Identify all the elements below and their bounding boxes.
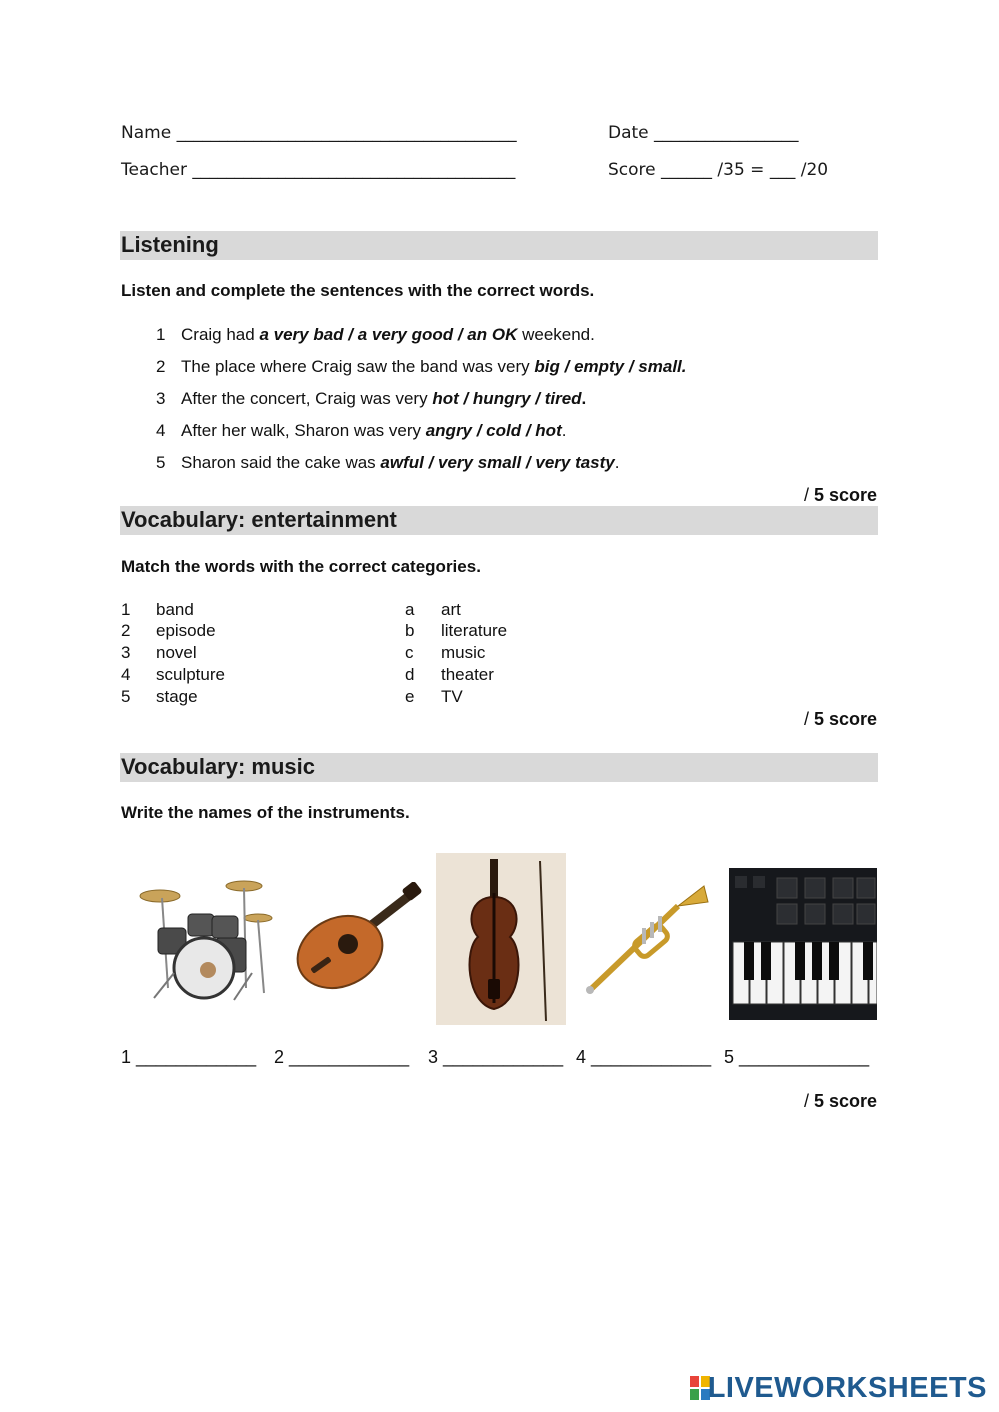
answer-number: 4 <box>576 1047 587 1067</box>
score-slash: / <box>803 485 814 505</box>
word[interactable]: novel <box>156 643 197 662</box>
word-number: 3 <box>121 643 131 662</box>
category-letter: d <box>405 665 415 684</box>
item-number: 3 <box>156 389 166 408</box>
entertainment-instruction: Match the words with the correct categories. <box>121 557 481 576</box>
answer-line[interactable]: _____________ <box>734 1047 870 1067</box>
trumpet-image <box>582 880 710 998</box>
teacher-line[interactable]: ______________________________________ <box>192 160 516 180</box>
item-text-end: weekend. <box>517 325 595 344</box>
answer-number: 1 <box>121 1047 132 1067</box>
item-options[interactable]: big / empty / small. <box>534 357 687 376</box>
entertainment-section-header <box>120 506 878 535</box>
instrument-answer-5[interactable] <box>724 1047 869 1068</box>
word-number: 2 <box>121 621 131 640</box>
answer-number: 3 <box>428 1047 439 1067</box>
category[interactable]: TV <box>441 687 463 706</box>
answer-number: 5 <box>724 1047 735 1067</box>
category[interactable]: theater <box>441 665 494 684</box>
listening-item-2 <box>156 357 687 377</box>
item-options[interactable]: angry / cold / hot <box>425 421 562 440</box>
listening-item-3 <box>156 389 586 409</box>
item-number: 1 <box>156 325 166 344</box>
item-number: 5 <box>156 453 166 472</box>
instrument-answer-4[interactable] <box>576 1047 711 1068</box>
item-text: Craig had <box>181 325 260 344</box>
guitar-image <box>292 882 424 998</box>
item-text: The place where Craig saw the band was very <box>181 357 535 376</box>
item-text-end: . <box>614 453 620 472</box>
category-letter: b <box>405 621 415 640</box>
listening-item-1 <box>156 325 595 345</box>
item-options[interactable]: a very bad / a very good / an OK <box>259 325 518 344</box>
listening-title: Listening <box>121 232 219 257</box>
category[interactable]: art <box>441 600 461 619</box>
answer-line[interactable]: ____________ <box>438 1047 564 1067</box>
answer-number: 2 <box>274 1047 285 1067</box>
listening-score <box>804 485 877 506</box>
date-label: Date <box>608 123 649 143</box>
item-number: 4 <box>156 421 166 440</box>
date-field[interactable] <box>608 123 799 143</box>
score-summary: Score ______ /35 = ___ /20 <box>608 160 829 180</box>
category[interactable]: music <box>441 643 486 662</box>
word-number: 1 <box>121 600 131 619</box>
item-text: After her walk, Sharon was very <box>181 421 426 440</box>
entertainment-title: Vocabulary: entertainment <box>121 507 397 532</box>
answer-line[interactable]: ____________ <box>284 1047 410 1067</box>
item-options[interactable]: hot / hungry / tired <box>432 389 582 408</box>
liveworksheets-logo: LIVEWORKSHEETS <box>707 1372 987 1404</box>
word-number: 5 <box>121 687 131 706</box>
name-line[interactable]: ________________________________________ <box>176 123 517 143</box>
item-text-end: . <box>581 389 587 408</box>
score-slash: / <box>803 709 814 729</box>
word[interactable]: stage <box>156 687 198 706</box>
item-text-end: . <box>561 421 567 440</box>
music-section-header <box>120 753 878 782</box>
item-options[interactable]: awful / very small / very tasty <box>380 453 615 472</box>
date-line[interactable]: _________________ <box>654 123 799 143</box>
listening-item-5 <box>156 453 620 473</box>
listening-item-4 <box>156 421 566 441</box>
item-number: 2 <box>156 357 166 376</box>
music-instruction: Write the names of the instruments. <box>121 803 410 822</box>
category-letter: e <box>405 687 415 706</box>
score-slash: / <box>803 1091 814 1111</box>
instrument-answer-1[interactable] <box>121 1047 256 1068</box>
item-text: Sharon said the cake was <box>181 453 381 472</box>
music-title: Vocabulary: music <box>121 754 315 779</box>
listening-section-header <box>120 231 878 260</box>
item-text: After the concert, Craig was very <box>181 389 433 408</box>
name-label: Name <box>121 123 172 143</box>
entertainment-score <box>804 709 877 730</box>
music-score <box>804 1091 877 1112</box>
word[interactable]: episode <box>156 621 216 640</box>
answer-line[interactable]: ____________ <box>586 1047 712 1067</box>
drum-kit-image <box>134 878 276 1004</box>
instrument-answer-2[interactable] <box>274 1047 409 1068</box>
word[interactable]: band <box>156 600 194 619</box>
teacher-field[interactable] <box>121 160 515 180</box>
keyboard-image <box>729 868 877 1020</box>
word-number: 4 <box>121 665 131 684</box>
category[interactable]: literature <box>441 621 508 640</box>
category-letter: c <box>405 643 414 662</box>
category-letter: a <box>405 600 415 619</box>
word[interactable]: sculpture <box>156 665 225 684</box>
score-value: 5 score <box>813 485 877 505</box>
score-value: 5 score <box>813 1091 877 1111</box>
answer-line[interactable]: ____________ <box>131 1047 257 1067</box>
instrument-answer-3[interactable] <box>428 1047 563 1068</box>
listening-instruction: Listen and complete the sentences with the correct words. <box>121 281 595 300</box>
violin-image <box>436 853 566 1025</box>
teacher-label: Teacher <box>121 160 187 180</box>
score-value: 5 score <box>813 709 877 729</box>
name-field[interactable] <box>121 123 517 143</box>
